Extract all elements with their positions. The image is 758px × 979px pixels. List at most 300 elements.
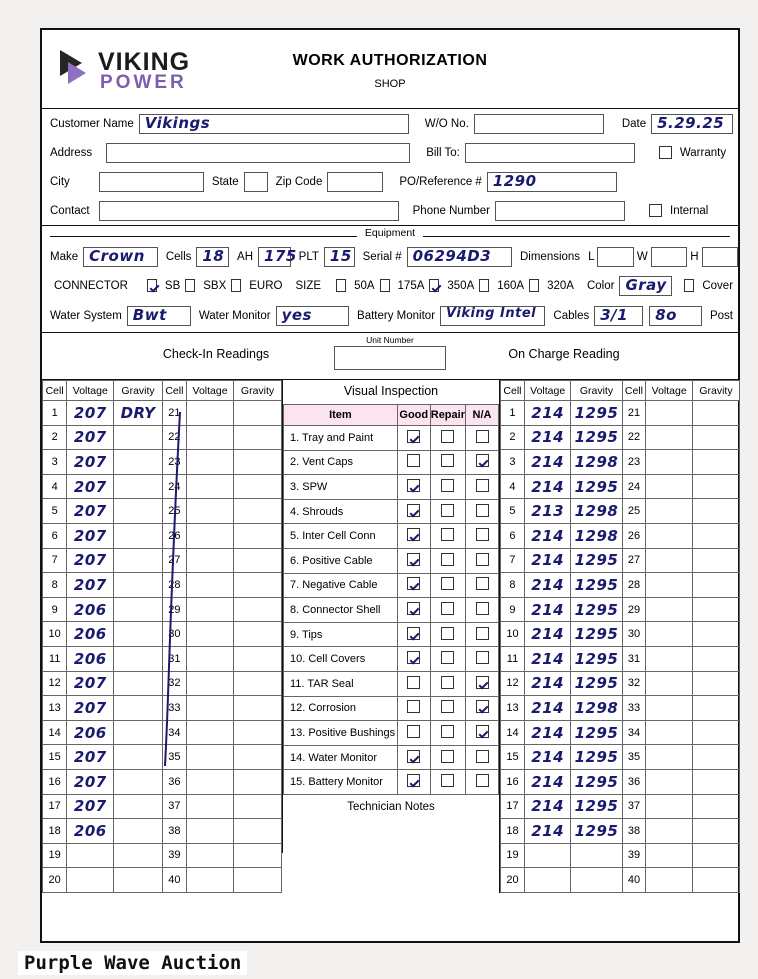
dim-l-input[interactable] xyxy=(597,247,633,267)
checkin-gravity-right[interactable] xyxy=(234,769,282,794)
vi-good-checkbox[interactable] xyxy=(397,524,430,549)
checkin-gravity-left[interactable] xyxy=(114,745,162,770)
oncharge-voltage-left[interactable]: 214 xyxy=(524,671,570,696)
oncharge-voltage-left[interactable]: 214 xyxy=(524,696,570,721)
oncharge-voltage-right[interactable] xyxy=(646,450,692,475)
oncharge-cell-left: 14 xyxy=(501,720,525,745)
oncharge-voltage-right[interactable] xyxy=(646,474,692,499)
checkin-voltage-left[interactable] xyxy=(67,843,114,868)
checkin-voltage-right[interactable] xyxy=(187,646,234,671)
vi-good-checkbox[interactable] xyxy=(397,696,430,721)
contact-input[interactable] xyxy=(99,201,399,221)
color-input[interactable] xyxy=(619,276,672,296)
checkin-voltage-right[interactable] xyxy=(187,696,234,721)
size-option-350a-checkbox[interactable] xyxy=(429,279,439,292)
checkin-gravity-right[interactable] xyxy=(234,671,282,696)
oncharge-cell-right: 26 xyxy=(622,523,646,548)
oncharge-gravity-left[interactable]: 1298 xyxy=(571,696,622,721)
checkin-cell-left: 5 xyxy=(43,499,67,524)
oncharge-gravity-left[interactable]: 1295 xyxy=(571,794,622,819)
checkin-gravity-right[interactable] xyxy=(234,819,282,844)
vi-na-checkbox[interactable] xyxy=(466,475,499,500)
oncharge-row xyxy=(501,696,740,721)
checkin-voltage-left[interactable]: 207 xyxy=(67,671,114,696)
size-option-320a-checkbox[interactable] xyxy=(529,279,539,292)
checkin-gravity-left[interactable] xyxy=(114,646,162,671)
checkin-gravity-right[interactable] xyxy=(234,523,282,548)
checkin-voltage-left[interactable]: 207 xyxy=(67,573,114,598)
checkin-voltage-right[interactable] xyxy=(187,523,234,548)
cables-input[interactable] xyxy=(594,306,643,326)
oncharge-voltage-left[interactable]: 214 xyxy=(524,474,570,499)
ah-label: AH xyxy=(237,250,254,263)
oncharge-gravity-right[interactable] xyxy=(692,523,739,548)
date-input[interactable] xyxy=(651,114,733,134)
checkin-gravity-left[interactable] xyxy=(114,794,162,819)
checkin-voltage-left[interactable]: 207 xyxy=(67,769,114,794)
checkin-voltage-left[interactable]: 206 xyxy=(67,819,114,844)
vi-good-checkbox[interactable] xyxy=(397,647,430,672)
oncharge-gravity-left[interactable] xyxy=(571,868,622,893)
oncharge-voltage-left[interactable]: 214 xyxy=(524,573,570,598)
oncharge-voltage-right[interactable] xyxy=(646,720,692,745)
checkin-voltage-right[interactable] xyxy=(187,769,234,794)
oncharge-gravity-right[interactable] xyxy=(692,622,739,647)
checkin-voltage-left[interactable]: 207 xyxy=(67,474,114,499)
vi-repair-checkbox[interactable] xyxy=(430,696,465,721)
oncharge-gravity-right[interactable] xyxy=(692,794,739,819)
oncharge-voltage-right[interactable] xyxy=(646,794,692,819)
oncharge-gravity-left[interactable]: 1295 xyxy=(571,425,622,450)
row-make xyxy=(42,242,738,271)
checkin-voltage-left[interactable]: 207 xyxy=(67,425,114,450)
checkin-gravity-left[interactable]: DRY xyxy=(114,401,162,426)
oncharge-gravity-right[interactable] xyxy=(692,573,739,598)
oncharge-voltage-left[interactable]: 214 xyxy=(524,720,570,745)
oncharge-gravity-left[interactable]: 1295 xyxy=(571,548,622,573)
checkin-gravity-right[interactable] xyxy=(234,622,282,647)
address-input[interactable] xyxy=(106,143,410,163)
size-label: SIZE xyxy=(295,279,322,292)
vi-good-checkbox[interactable] xyxy=(397,573,430,598)
po-input[interactable] xyxy=(487,172,617,192)
oncharge-gravity-left[interactable]: 1298 xyxy=(571,523,622,548)
checkin-cell-right: 29 xyxy=(162,597,186,622)
oncharge-gravity-left[interactable] xyxy=(571,843,622,868)
vi-repair-checkbox[interactable] xyxy=(430,573,465,598)
vi-na-checkbox[interactable] xyxy=(466,647,499,672)
checkin-row xyxy=(43,573,282,598)
vi-repair-checkbox[interactable] xyxy=(430,499,465,524)
checkin-cell-right: 27 xyxy=(162,548,186,573)
checkin-gravity-left[interactable] xyxy=(114,548,162,573)
row-address xyxy=(42,138,738,167)
checkin-voltage-right[interactable] xyxy=(187,597,234,622)
vi-item-label: 4. Shrouds xyxy=(284,499,398,524)
visual-inspection-table xyxy=(283,404,499,795)
battery-monitor-input[interactable] xyxy=(440,306,545,326)
checkin-cell-left: 4 xyxy=(43,474,67,499)
checkin-voltage-left[interactable]: 206 xyxy=(67,597,114,622)
oncharge-gravity-left[interactable]: 1295 xyxy=(571,819,622,844)
oncharge-gravity-left[interactable]: 1298 xyxy=(571,499,622,524)
checkin-voltage-right[interactable] xyxy=(187,474,234,499)
oncharge-voltage-right[interactable] xyxy=(646,671,692,696)
oncharge-gravity-left[interactable]: 1295 xyxy=(571,769,622,794)
oncharge-voltage-left[interactable]: 214 xyxy=(524,769,570,794)
checkin-voltage-right[interactable] xyxy=(187,794,234,819)
oncharge-gravity-right[interactable] xyxy=(692,499,739,524)
checkin-voltage-left[interactable]: 207 xyxy=(67,548,114,573)
oncharge-voltage-left[interactable] xyxy=(524,843,570,868)
unit-number-input[interactable] xyxy=(334,346,446,370)
oncharge-gravity-right[interactable] xyxy=(692,868,739,893)
checkin-voltage-right[interactable] xyxy=(187,843,234,868)
oncharge-gravity-left[interactable]: 1295 xyxy=(571,573,622,598)
checkin-gravity-left[interactable] xyxy=(114,474,162,499)
vi-na-checkbox[interactable] xyxy=(466,450,499,475)
oncharge-gravity-right[interactable] xyxy=(692,671,739,696)
vi-good-checkbox[interactable] xyxy=(397,671,430,696)
oncharge-voltage-left[interactable]: 214 xyxy=(524,819,570,844)
serial-input[interactable] xyxy=(407,247,512,267)
vi-na-checkbox[interactable] xyxy=(466,524,499,549)
oncharge-gravity-left[interactable]: 1295 xyxy=(571,597,622,622)
vi-na-checkbox[interactable] xyxy=(466,499,499,524)
vi-repair-checkbox[interactable] xyxy=(430,426,465,451)
checkin-gravity-right[interactable] xyxy=(234,425,282,450)
checkin-voltage-left[interactable]: 206 xyxy=(67,622,114,647)
size-option-175a-label: 175A xyxy=(397,279,425,292)
city-input[interactable] xyxy=(99,172,204,192)
checkin-gravity-left[interactable] xyxy=(114,523,162,548)
connector-option-sb-checkbox[interactable] xyxy=(147,279,157,292)
checkin-voltage-right[interactable] xyxy=(187,450,234,475)
technician-notes-value[interactable] xyxy=(283,813,499,853)
vi-good-checkbox[interactable] xyxy=(397,721,430,746)
oncharge-gravity-right[interactable] xyxy=(692,745,739,770)
vi-repair-checkbox[interactable] xyxy=(430,745,465,770)
checkin-voltage-left[interactable]: 207 xyxy=(67,745,114,770)
checkin-voltage-right[interactable] xyxy=(187,745,234,770)
checkin-gravity-left[interactable] xyxy=(114,868,162,893)
checkin-gravity-left[interactable] xyxy=(114,696,162,721)
vi-good-checkbox[interactable] xyxy=(397,426,430,451)
oncharge-gravity-right[interactable] xyxy=(692,646,739,671)
size-option-160a-checkbox[interactable] xyxy=(479,279,489,292)
oncharge-cell-left: 19 xyxy=(501,843,525,868)
water-system-input[interactable] xyxy=(127,306,191,326)
checkin-gravity-right[interactable] xyxy=(234,499,282,524)
checkin-voltage-right[interactable] xyxy=(187,720,234,745)
oncharge-gravity-right[interactable] xyxy=(692,474,739,499)
vi-good-checkbox[interactable] xyxy=(397,622,430,647)
vi-good-checkbox[interactable] xyxy=(397,598,430,623)
oc-col-cell-left: Cell xyxy=(501,381,525,401)
make-input[interactable] xyxy=(83,247,158,267)
checkin-table-wrap xyxy=(42,380,282,893)
oncharge-cell-right: 23 xyxy=(622,450,646,475)
oncharge-cell-left: 4 xyxy=(501,474,525,499)
cells-input[interactable] xyxy=(196,247,229,267)
checkin-voltage-right[interactable] xyxy=(187,868,234,893)
post-label: Post xyxy=(709,310,733,322)
checkin-gravity-right[interactable] xyxy=(234,794,282,819)
vi-repair-checkbox[interactable] xyxy=(430,450,465,475)
checkin-voltage-right[interactable] xyxy=(187,622,234,647)
checkin-gravity-right[interactable] xyxy=(234,696,282,721)
oncharge-gravity-right[interactable] xyxy=(692,720,739,745)
checkin-gravity-left[interactable] xyxy=(114,425,162,450)
oncharge-voltage-right[interactable] xyxy=(646,868,692,893)
oncharge-title: On Charge Reading xyxy=(508,347,620,361)
checkin-gravity-right[interactable] xyxy=(234,745,282,770)
oncharge-gravity-left[interactable]: 1295 xyxy=(571,646,622,671)
connector-option-euro-label: EURO xyxy=(249,279,283,292)
oncharge-voltage-right[interactable] xyxy=(646,523,692,548)
cover-checkbox[interactable] xyxy=(684,279,694,292)
oncharge-voltage-left[interactable]: 214 xyxy=(524,745,570,770)
oncharge-voltage-left[interactable]: 214 xyxy=(524,401,570,426)
checkin-voltage-left[interactable]: 206 xyxy=(67,720,114,745)
vi-repair-checkbox[interactable] xyxy=(430,598,465,623)
vi-row xyxy=(284,671,499,696)
checkin-cell-right: 34 xyxy=(162,720,186,745)
oncharge-voltage-right[interactable] xyxy=(646,646,692,671)
checkin-gravity-left[interactable] xyxy=(114,450,162,475)
checkin-voltage-left[interactable]: 207 xyxy=(67,401,114,426)
vi-good-checkbox[interactable] xyxy=(397,770,430,795)
oncharge-voltage-left[interactable]: 214 xyxy=(524,425,570,450)
vi-repair-checkbox[interactable] xyxy=(430,524,465,549)
oncharge-voltage-right[interactable] xyxy=(646,401,692,426)
vi-repair-checkbox[interactable] xyxy=(430,622,465,647)
state-input[interactable] xyxy=(244,172,268,192)
oncharge-row xyxy=(501,745,740,770)
vi-item-label: 7. Negative Cable xyxy=(284,573,398,598)
oncharge-gravity-right[interactable] xyxy=(692,769,739,794)
serial-value: 06294D3 xyxy=(412,246,492,265)
vi-repair-checkbox[interactable] xyxy=(430,548,465,573)
ah-input[interactable] xyxy=(258,246,297,267)
vi-na-checkbox[interactable] xyxy=(466,721,499,746)
checkin-gravity-right[interactable] xyxy=(234,474,282,499)
vi-good-checkbox[interactable] xyxy=(397,475,430,500)
vi-good-checkbox[interactable] xyxy=(397,499,430,524)
checkin-voltage-right[interactable] xyxy=(187,499,234,524)
oncharge-gravity-right[interactable] xyxy=(692,597,739,622)
checkin-voltage-right[interactable] xyxy=(187,671,234,696)
checkin-voltage-left[interactable] xyxy=(67,868,114,893)
oncharge-gravity-right[interactable] xyxy=(692,401,739,426)
oncharge-cell-left: 16 xyxy=(501,769,525,794)
oncharge-row xyxy=(501,769,740,794)
vi-na-checkbox[interactable] xyxy=(466,745,499,770)
checkin-gravity-right[interactable] xyxy=(234,573,282,598)
checkin-voltage-right[interactable] xyxy=(187,548,234,573)
checkin-row xyxy=(43,868,282,893)
connector-option-euro-checkbox[interactable] xyxy=(231,279,241,292)
oncharge-gravity-right[interactable] xyxy=(692,450,739,475)
vi-na-checkbox[interactable] xyxy=(466,696,499,721)
vi-na-checkbox[interactable] xyxy=(466,671,499,696)
vi-na-checkbox[interactable] xyxy=(466,770,499,795)
oncharge-cell-right: 31 xyxy=(622,646,646,671)
oncharge-voltage-left[interactable]: 214 xyxy=(524,646,570,671)
checkin-gravity-right[interactable] xyxy=(234,450,282,475)
oncharge-gravity-right[interactable] xyxy=(692,696,739,721)
vi-repair-checkbox[interactable] xyxy=(430,770,465,795)
oncharge-gravity-left[interactable]: 1298 xyxy=(571,450,622,475)
oncharge-voltage-left[interactable]: 214 xyxy=(524,523,570,548)
vi-repair-checkbox[interactable] xyxy=(430,671,465,696)
checkin-gravity-left[interactable] xyxy=(114,573,162,598)
checkin-gravity-right[interactable] xyxy=(234,646,282,671)
oncharge-gravity-left[interactable]: 1295 xyxy=(571,401,622,426)
cables-label: Cables xyxy=(553,310,590,322)
oncharge-voltage-right[interactable] xyxy=(646,819,692,844)
checkin-voltage-left[interactable]: 207 xyxy=(67,794,114,819)
vi-good-checkbox[interactable] xyxy=(397,548,430,573)
checkin-gravity-left[interactable] xyxy=(114,671,162,696)
checkin-voltage-left[interactable]: 206 xyxy=(67,646,114,671)
oncharge-voltage-right[interactable] xyxy=(646,622,692,647)
oncharge-gravity-left[interactable]: 1295 xyxy=(571,671,622,696)
oncharge-voltage-left[interactable]: 213 xyxy=(524,499,570,524)
oncharge-gravity-right[interactable] xyxy=(692,548,739,573)
vi-item-label: 13. Positive Bushings xyxy=(284,721,398,746)
warranty-checkbox[interactable] xyxy=(659,146,672,159)
checkin-voltage-right[interactable] xyxy=(187,573,234,598)
oncharge-gravity-right[interactable] xyxy=(692,425,739,450)
checkin-cell-right: 36 xyxy=(162,769,186,794)
oncharge-voltage-left[interactable]: 214 xyxy=(524,622,570,647)
checkin-gravity-left[interactable] xyxy=(114,819,162,844)
checkin-gravity-left[interactable] xyxy=(114,597,162,622)
oncharge-gravity-left[interactable]: 1295 xyxy=(571,474,622,499)
checkin-voltage-left[interactable]: 207 xyxy=(67,450,114,475)
checkin-gravity-right[interactable] xyxy=(234,720,282,745)
zip-input[interactable] xyxy=(327,172,383,192)
checkin-gravity-left[interactable] xyxy=(114,769,162,794)
vi-row xyxy=(284,622,499,647)
phone-input[interactable] xyxy=(495,201,625,221)
vi-na-checkbox[interactable] xyxy=(466,548,499,573)
city-label: City xyxy=(50,175,70,188)
oncharge-voltage-right[interactable] xyxy=(646,843,692,868)
oncharge-row xyxy=(501,450,740,475)
vi-na-checkbox[interactable] xyxy=(466,426,499,451)
checkin-gravity-left[interactable] xyxy=(114,622,162,647)
vi-item-label: 2. Vent Caps xyxy=(284,450,398,475)
oncharge-voltage-left[interactable]: 214 xyxy=(524,794,570,819)
oncharge-voltage-right[interactable] xyxy=(646,769,692,794)
checkin-voltage-right[interactable] xyxy=(187,401,234,426)
checkin-gravity-right[interactable] xyxy=(234,401,282,426)
water-monitor-input[interactable] xyxy=(276,306,349,326)
checkin-header-row xyxy=(43,381,282,401)
size-option-50a-checkbox[interactable] xyxy=(336,279,346,292)
checkin-voltage-right[interactable] xyxy=(187,819,234,844)
checkin-voltage-left[interactable]: 207 xyxy=(67,499,114,524)
vi-na-checkbox[interactable] xyxy=(466,573,499,598)
oncharge-gravity-left[interactable]: 1295 xyxy=(571,745,622,770)
oncharge-gravity-left[interactable]: 1295 xyxy=(571,622,622,647)
plt-value: 15 xyxy=(329,246,352,265)
vi-col-repair: Repair xyxy=(430,405,465,426)
dim-h-input[interactable] xyxy=(702,247,738,267)
vi-repair-checkbox[interactable] xyxy=(430,647,465,672)
wo-input[interactable] xyxy=(474,114,604,134)
vi-row xyxy=(284,696,499,721)
oncharge-cell-right: 21 xyxy=(622,401,646,426)
size-option-175a-checkbox[interactable] xyxy=(380,279,390,292)
checkin-gravity-left[interactable] xyxy=(114,720,162,745)
checkin-row xyxy=(43,499,282,524)
oncharge-gravity-left[interactable]: 1295 xyxy=(571,720,622,745)
oncharge-row xyxy=(501,573,740,598)
oncharge-row xyxy=(501,819,740,844)
customer-name-input[interactable] xyxy=(139,114,409,134)
equipment-section xyxy=(42,226,738,333)
vi-row xyxy=(284,524,499,549)
checkin-gravity-right[interactable] xyxy=(234,868,282,893)
checkin-gravity-right[interactable] xyxy=(234,843,282,868)
oncharge-row xyxy=(501,843,740,868)
oncharge-voltage-right[interactable] xyxy=(646,745,692,770)
vi-repair-checkbox[interactable] xyxy=(430,475,465,500)
checkin-gravity-left[interactable] xyxy=(114,843,162,868)
vi-good-checkbox[interactable] xyxy=(397,745,430,770)
oncharge-voltage-left[interactable]: 214 xyxy=(524,597,570,622)
oncharge-voltage-left[interactable] xyxy=(524,868,570,893)
oncharge-voltage-right[interactable] xyxy=(646,548,692,573)
checkin-row xyxy=(43,671,282,696)
oncharge-voltage-right[interactable] xyxy=(646,573,692,598)
oncharge-voltage-right[interactable] xyxy=(646,425,692,450)
vi-item-label: 1. Tray and Paint xyxy=(284,426,398,451)
checkin-voltage-right[interactable] xyxy=(187,425,234,450)
checkin-voltage-left[interactable]: 207 xyxy=(67,696,114,721)
connector-option-sbx-checkbox[interactable] xyxy=(185,279,195,292)
checkin-row xyxy=(43,450,282,475)
checkin-voltage-left[interactable]: 207 xyxy=(67,523,114,548)
oncharge-voltage-right[interactable] xyxy=(646,597,692,622)
oncharge-voltage-left[interactable]: 214 xyxy=(524,450,570,475)
vi-na-checkbox[interactable] xyxy=(466,598,499,623)
oncharge-gravity-right[interactable] xyxy=(692,843,739,868)
vi-good-checkbox[interactable] xyxy=(397,450,430,475)
dim-w-input[interactable] xyxy=(651,247,687,267)
vi-repair-checkbox[interactable] xyxy=(430,721,465,746)
vi-na-checkbox[interactable] xyxy=(466,622,499,647)
oncharge-voltage-right[interactable] xyxy=(646,499,692,524)
oncharge-voltage-left[interactable]: 214 xyxy=(524,548,570,573)
checkin-gravity-right[interactable] xyxy=(234,548,282,573)
checkin-gravity-right[interactable] xyxy=(234,597,282,622)
checkin-cell-right: 21 xyxy=(162,401,186,426)
customer-name-label: Customer Name xyxy=(50,117,134,130)
plt-input[interactable] xyxy=(324,247,355,267)
post-input[interactable] xyxy=(649,306,702,326)
oncharge-gravity-right[interactable] xyxy=(692,819,739,844)
billto-input[interactable] xyxy=(465,143,635,163)
internal-checkbox-2[interactable] xyxy=(649,204,662,217)
checkin-gravity-left[interactable] xyxy=(114,499,162,524)
oncharge-voltage-right[interactable] xyxy=(646,696,692,721)
checkin-cell-right: 33 xyxy=(162,696,186,721)
oncharge-cell-right: 35 xyxy=(622,745,646,770)
